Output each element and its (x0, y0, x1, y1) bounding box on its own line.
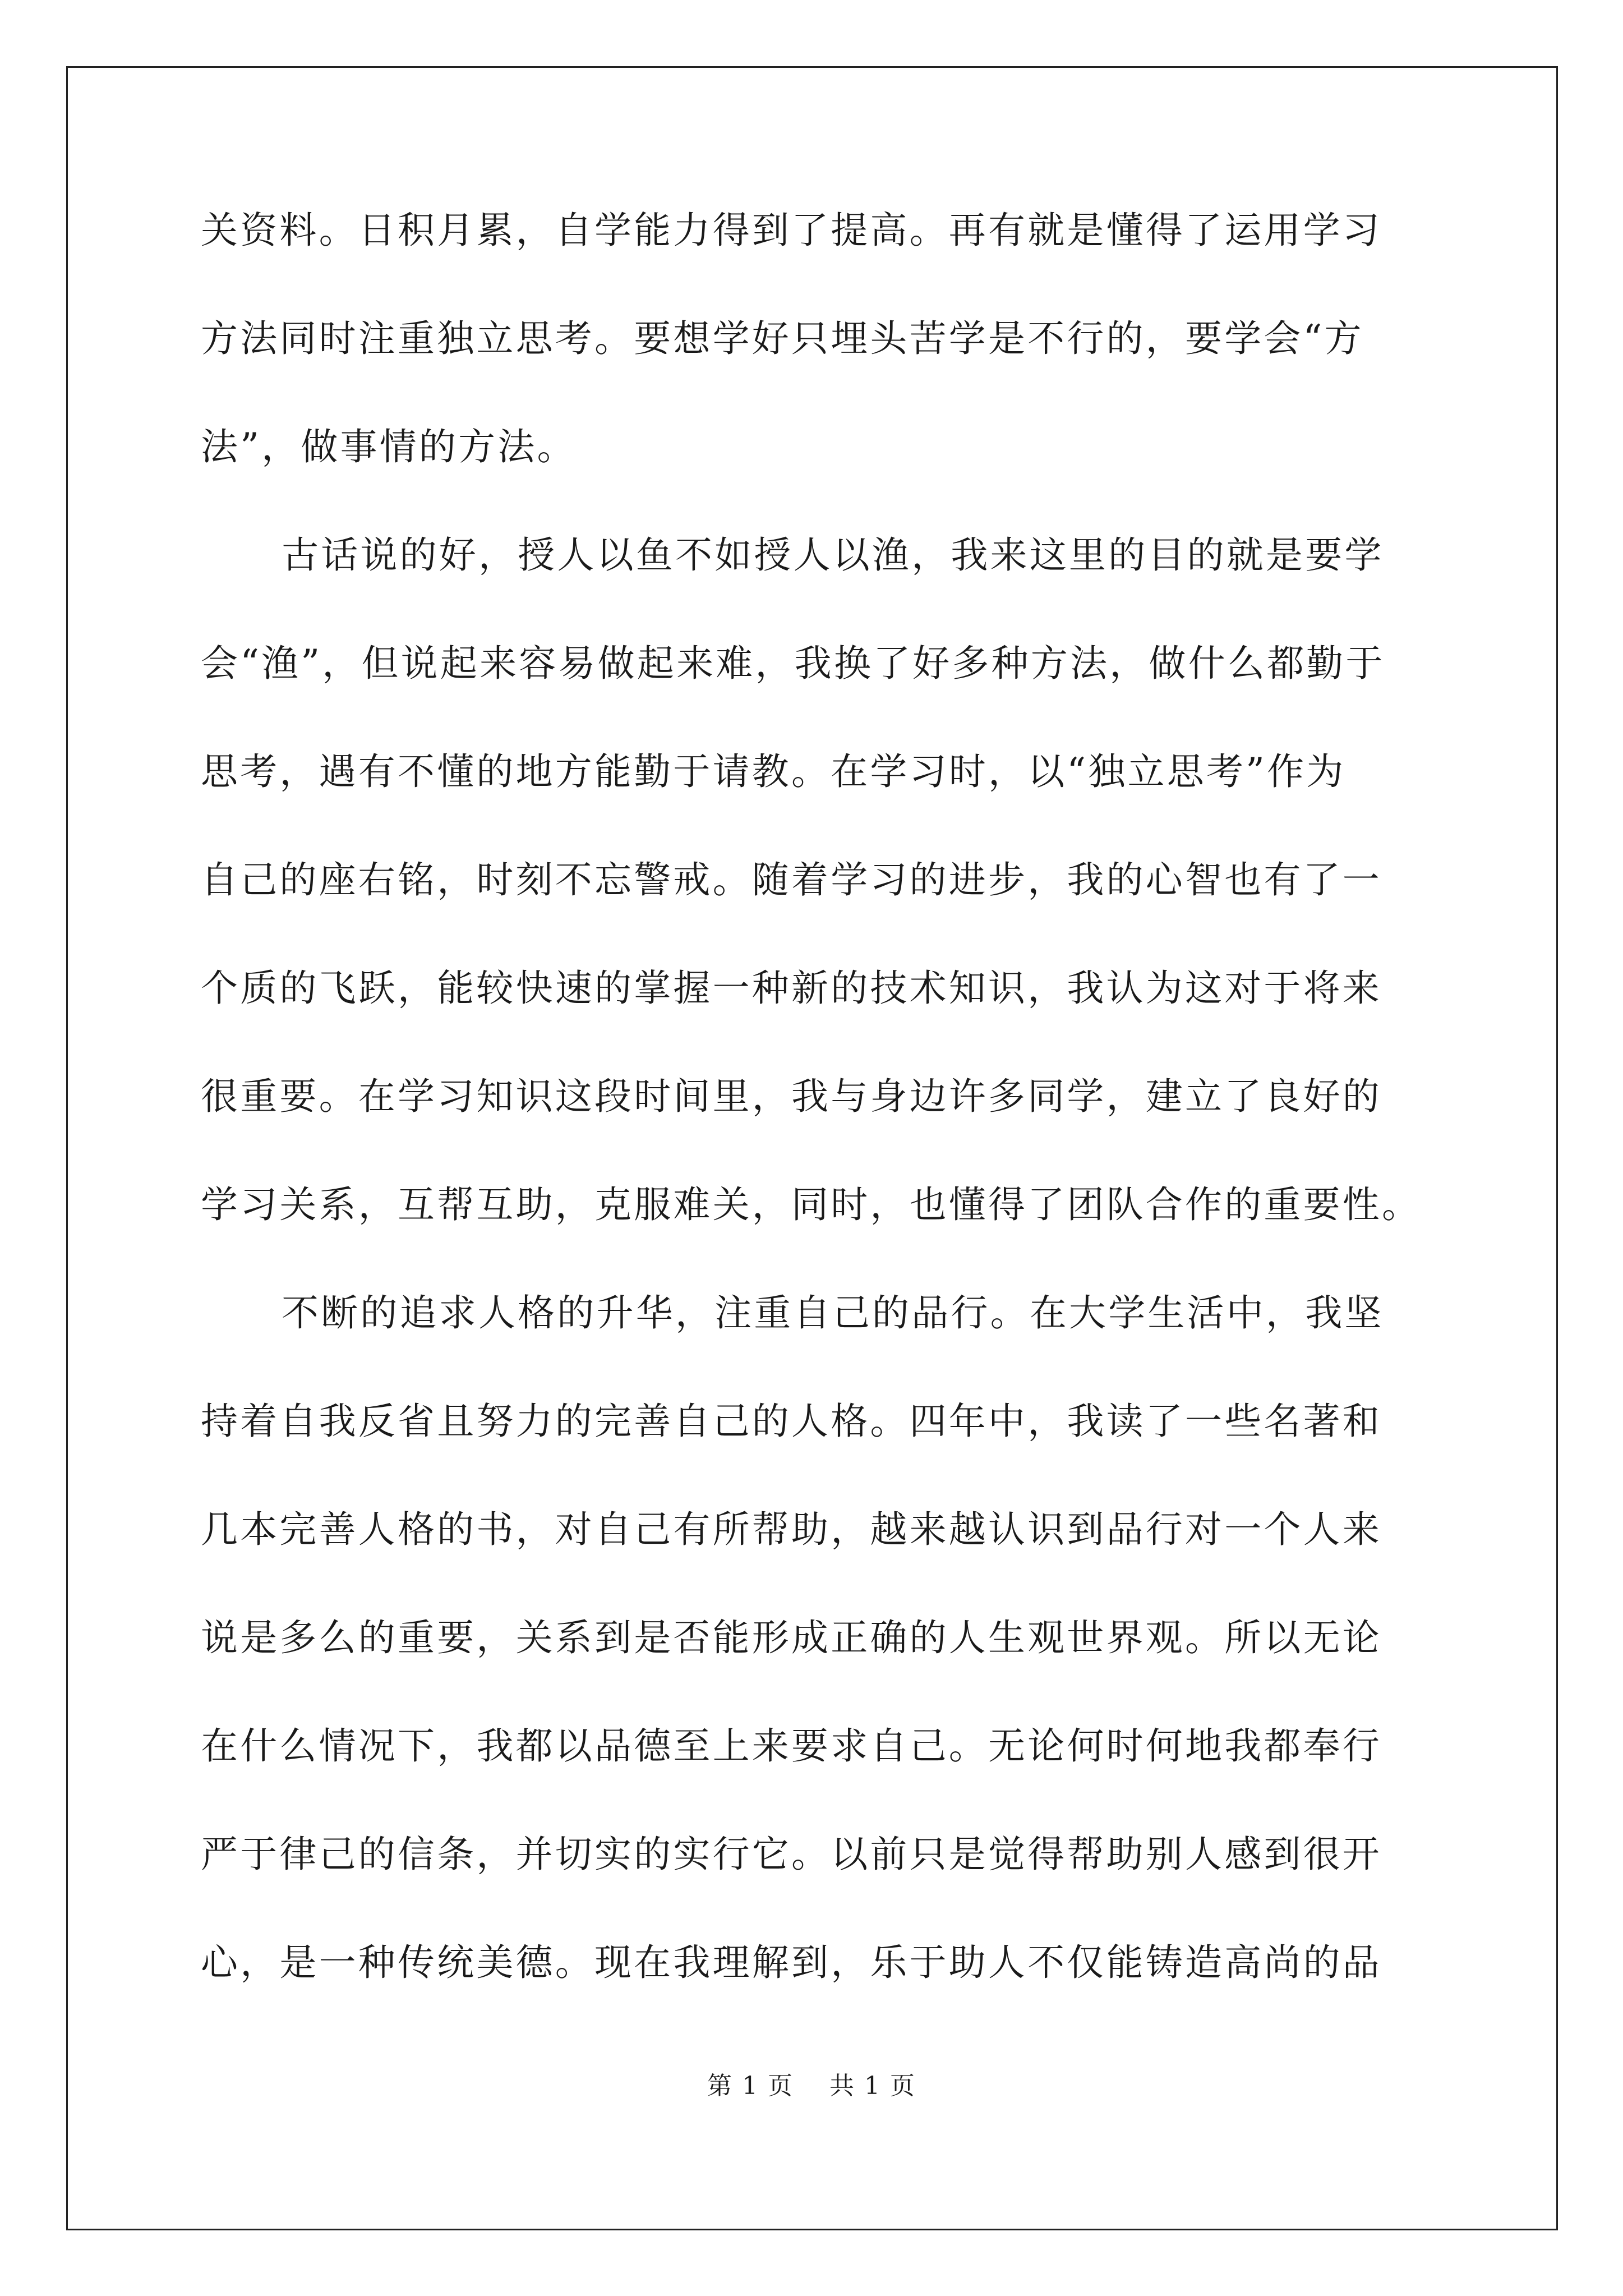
text-line: 会“渔”，但说起来容易做起来难，我换了好多种方法，做什么都勤于 (201, 642, 1385, 685)
text-line: 个质的飞跃，能较快速的掌握一种新的技术知识，我认为这对于将来 (201, 967, 1382, 1010)
text-line: 说是多么的重要，关系到是否能形成正确的人生观世界观。所以无论 (201, 1616, 1382, 1659)
text-line: 心，是一种传统美德。现在我理解到，乐于助人不仅能铸造高尚的品 (201, 1941, 1382, 1984)
paragraph-start-line: 不断的追求人格的升华，注重自己的品行。在大学生活中，我坚 (282, 1291, 1384, 1335)
text-line: 很重要。在学习知识这段时间里，我与身边许多同学，建立了良好的 (201, 1075, 1382, 1118)
text-line: 方法同时注重独立思考。要想学好只埋头苦学是不行的，要学会“方 (201, 317, 1364, 360)
text-line: 几本完善人格的书，对自己有所帮助，越来越认识到品行对一个人来 (201, 1508, 1382, 1551)
text-line: 学习关系，互帮互助，克服难关，同时，也懂得了团队合作的重要性。 (201, 1183, 1422, 1226)
text-line: 法”，做事情的方法。 (201, 425, 577, 468)
text-line: 思考，遇有不懂的地方能勤于请教。在学习时，以“独立思考”作为 (201, 750, 1346, 793)
document-body (201, 209, 1435, 2053)
text-line: 严于律己的信条，并切实的实行它。以前只是觉得帮助别人感到很开 (201, 1833, 1382, 1876)
text-line: 持着自我反省且努力的完善自己的人格。四年中，我读了一些名著和 (201, 1400, 1382, 1443)
page-number-footer: 第 1 页 共 1 页 (707, 2072, 916, 2100)
text-line: 自己的座右铭，时刻不忘警戒。随着学习的进步，我的心智也有了一 (201, 858, 1382, 901)
paragraph-start-line: 古话说的好，授人以鱼不如授人以渔，我来这里的目的就是要学 (282, 533, 1384, 577)
text-line: 在什么情况下，我都以品德至上来要求自己。无论何时何地我都奉行 (201, 1724, 1382, 1768)
text-line: 关资料。日积月累，自学能力得到了提高。再有就是懂得了运用学习 (201, 209, 1382, 252)
